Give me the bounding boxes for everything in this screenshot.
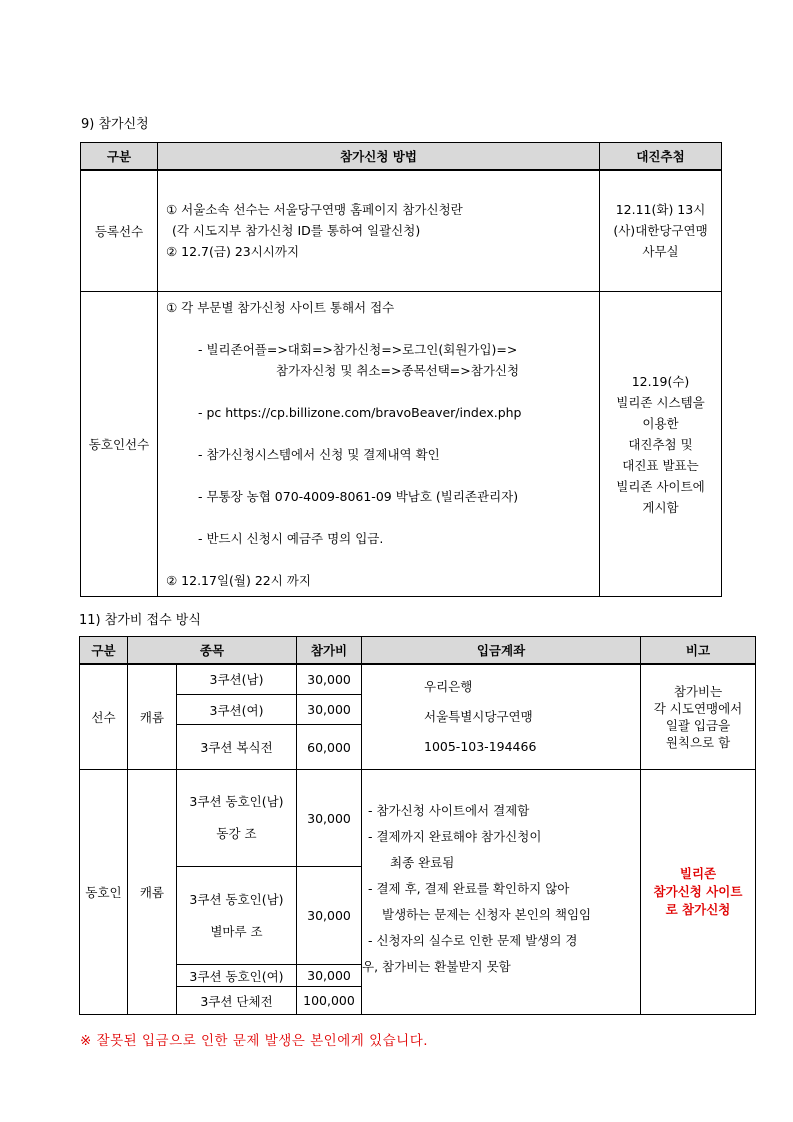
event-name: 3쿠션 동호인(여) [177,965,297,987]
event-fee: 30,000 [297,867,362,965]
event-fee: 60,000 [297,725,362,770]
player-account: 우리은행 서울특별시당구연맹 1005-103-194466 [362,664,641,770]
event-fee: 30,000 [297,770,362,867]
header-remarks: 비고 [641,637,756,664]
amateur-sport: 캐롬 [128,770,177,1015]
event-fee: 30,000 [297,664,362,695]
event-name: 3쿠션 동호인(남) 동강 조 [177,770,297,867]
event-fee: 100,000 [297,987,362,1015]
event-fee: 30,000 [297,965,362,987]
table-row [81,292,722,597]
header-fee: 참가비 [297,637,362,664]
event-name: 3쿠션 복식전 [177,725,297,770]
table-row [80,664,756,695]
amateur-draw: 12.19(수) 빌리존 시스템을 이용한 대진추첨 및 대진표 발표는 빌리존 사이트에 게시함 [600,292,722,597]
registered-draw: 12.11(화) 13시 (사)대한당구연맹 사무실 [600,170,722,292]
header-account: 입금계좌 [362,637,641,664]
section11-title: 11) 참가비 접수 방식 [79,613,201,628]
table-row [80,770,756,867]
header-group: 구분 [80,637,128,664]
player-group: 선수 [80,664,128,770]
registered-method: ① 서울소속 선수는 서울당구연맹 홈페이지 참가신청란 (각 시도지부 참가신청 ID를 통하여 일괄신청) ② 12.7(금) 23시시까지 [158,170,600,292]
event-name: 3쿠션(여) [177,695,297,725]
amateur-label: 동호인선수 [81,292,158,597]
footer-warning: ※ 잘못된 입금으로 인한 문제 발생은 본인에게 있습니다. [80,1033,429,1049]
fee-table [79,636,756,1015]
event-name: 3쿠션 동호인(남) 별마루 조 [177,867,297,965]
registration-table [80,142,722,597]
section9-title: 9) 참가신청 [81,117,149,132]
event-name: 3쿠션 단체전 [177,987,297,1015]
event-name: 3쿠션(남) [177,664,297,695]
registered-label: 등록선수 [81,170,158,292]
player-note: 참가비는 각 시도연맹에서 일괄 입금을 원칙으로 함 [641,664,756,770]
player-sport: 캐롬 [128,664,177,770]
table-row [81,170,722,292]
amateur-group: 동호인 [80,770,128,1015]
header-category: 구분 [81,143,158,170]
amateur-note: 빌리존 참가신청 사이트 로 참가신청 [641,770,756,1015]
header-method: 참가신청 방법 [158,143,600,170]
header-event: 종목 [128,637,297,664]
event-fee: 30,000 [297,695,362,725]
amateur-method: ① 각 부문별 참가신청 사이트 통해서 접수 - 빌리존어플=>대회=>참가신청=>로그인(회원가입)=> 참가자신청 및 취소=>종목선택=>참가신청 - pc https://cp.billizone.com/bravoBeaver/index.php - 참가신청시스템에서 신청 및 결제내역 확인 - 무통장 농협 070-4009-8061-09 박남호 (빌리존관리자) - 반드시 신청시 예금주 명의 입금. ② 12.17일(월) 22시 까지 [158,292,600,597]
amateur-account: - 참가신청 사이트에서 결제함 - 결제까지 완료해야 참가신청이 최종 완료됨 - 결제 후, 결제 완료를 확인하지 않아 발생하는 문제는 신청자 본인의 책임임 - 신청자의 실수로 인한 문제 발생의 경 우, 참가비는 환불받지 못함 [362,770,641,1015]
url-text: - pc https://cp.billizone.com/bravoBeaver/index.php [198,405,522,420]
header-draw: 대진추첨 [600,143,722,170]
